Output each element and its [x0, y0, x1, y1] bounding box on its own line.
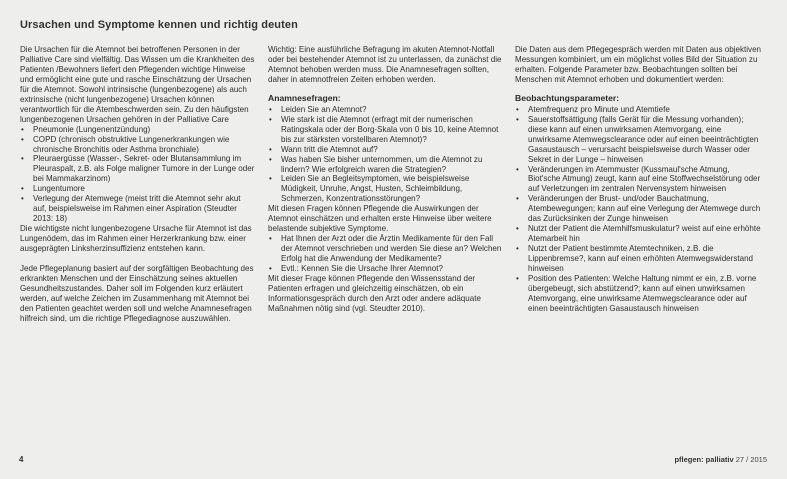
paragraph: Die Daten aus dem Pflegegespräch werden mit Daten aus objektiven Messungen kombiniert, um ein möglichst volles Bild der Situation zu erhalten. Folgende Parameter bzw. Beobachtungen sollten bei Menschen mit Atemnot erhoben und dokumentiert werden: — [515, 45, 762, 84]
list-item: • Wie stark ist die Atemnot (erfragt mit der numerischen Ratingskala oder der Borg-Skala von 0 bis 10, keine Atemnot bis zur stärksten vorstellbaren Atemnot)? — [268, 115, 505, 145]
list-item: • Atemfrequenz pro Minute und Atemtiefe — [515, 105, 763, 115]
paragraph: Mit diesen Fragen können Pflegende die Auswirkungen der Atemnot einschätzen und erhalten erste Hinweise über weitere belastende subjektive Symptome. — [268, 204, 492, 234]
list-item: • Evtl.: Kennen Sie die Ursache Ihrer Atemnot? — [268, 264, 505, 274]
list-item: • Nutzt der Patient die Atemhilfsmuskulatur? weist auf eine erhöhte Atemarbeit hin — [515, 224, 763, 244]
list-item: • Veränderungen der Brust- und/oder Bauchatmung, Atembewegungen; kann auf eine Verlegung der Atemwege durch das Zurücksinken der Zunge hinweisen — [515, 194, 763, 224]
list-item: • Wann tritt die Atemnot auf? — [268, 145, 505, 155]
journal-name: pflegen: palliativ — [674, 455, 734, 464]
paragraph: Die wichtigste nicht lungenbezogene Ursache für Atemnot ist das Lungenödem, das im Rahmen einer Herzerkrankung bzw. einer ausgeprägten Linksherzinsuffizienz entstehen kann. — [20, 224, 252, 254]
parameter-list — [515, 105, 763, 314]
journal-issue: 27 / 2015 — [735, 455, 767, 464]
list-item: • Veränderungen im Atemmuster (Kussmaul'sche Atmung, Biot'sche Atmung) zeugt, kann auf eine Stoffwechselstörung oder auf Verletzungen im zentralen Nervensystem hinweisen — [515, 165, 763, 195]
list-item: • Leiden Sie an Atemnot? — [268, 105, 505, 115]
paragraph: Die Ursachen für die Atemnot bei betroffenen Personen in der Palliative Care sind vielfältig. Das Wissen um die Krankheiten des Patienten /Bewohners liefert den Pflegenden wichtige Hinweise und ermöglicht eine gute und rasche Einschätzung der Ursachen für die Atemnot. Sowohl intrinsische (lungenbezogene) als auch extrinsische (nicht lungenbezogene) Ursachen können verantwortlich für die Atembeschwerden sein. Zu den häufigsten lungenbezogenen Ursachen gehören in der Palliative Care — [20, 45, 255, 124]
question-list-2 — [268, 234, 505, 274]
list-item: • Was haben Sie bisher unternommen, um die Atemnot zu lindern? Wie erfolgreich waren die Strategien? — [268, 155, 505, 175]
paragraph: Mit dieser Frage können Pflegende den Wissensstand der Patienten erfragen und gleichzeitig einschätzen, ob ein Informationsgespräch durch den Arzt oder andere adäquate Maßnahmen nötig sind (vgl. Steudter 2010). — [268, 274, 481, 313]
list-item: • Position des Patienten: Welche Haltung nimmt er ein, z.B. vorne übergebeugt, sich abstützend?; kann auf einen unwirksamen Atemvorgang, eine unwirksame Atemwegsclearance oder auf einen beeinträchtigten Gasaustausch hinweisen — [515, 274, 763, 314]
text-column-2 — [268, 45, 505, 314]
subheading-observation: Beobachtungsparameter: — [515, 92, 620, 103]
text-column-3 — [515, 45, 763, 314]
list-item: • Verlegung der Atemwege (meist tritt die Atemnot sehr akut auf, beispielsweise im Rahmen einer Aspiration (Steudter 2013: 18) — [20, 194, 256, 224]
list-item: • Lungentumore — [20, 184, 256, 194]
paragraph: Wichtig: Eine ausführliche Befragung im akuten Atemnot-Notfall oder bei bestehender Atemnot ist zu unterlassen, da zunächst die Atemnot behoben werden muss. Die Anamnesefragen sollten, daher in atemnotfreien Zeiten erhoben werden. — [268, 45, 502, 84]
cause-list — [20, 125, 256, 225]
text-column-1 — [20, 45, 256, 324]
list-item: • Leiden Sie an Begleitsymptomen, wie beispielsweise Müdigkeit, Unruhe, Angst, Husten, Schleimbildung, Schmerzen, Konzentrationsstörungen? — [268, 174, 505, 204]
list-item: • COPD (chronisch obstruktive Lungenerkrankungen wie chronische Bronchitis oder Asthma bronchiale) — [20, 135, 256, 155]
list-item: • Sauerstoffsättigung (falls Gerät für die Messung vorhanden); diese kann auf einen unwirksamen Atemvorgang, eine unwirksame Atemwegsclearance oder auf einen beeinträchtigten Gasaustausch – verursacht beispielsweise durch Wasser oder Sekret in der Lunge – hinweisen — [515, 115, 763, 165]
list-item: • Pleuraergüsse (Wasser-, Sekret- oder Blutansammlung im Pleuraspalt, z.B. als Folge maligner Tumore in der Lunge oder bei Mammakarzinom) — [20, 154, 256, 184]
section-title: Ursachen und Symptome kennen und richtig deuten — [20, 19, 298, 31]
question-list — [268, 105, 505, 205]
page-number: 4 — [19, 455, 24, 464]
subheading-anamnesis: Anamnesefragen: — [268, 92, 341, 103]
journal-footer — [674, 455, 767, 464]
paragraph: Jede Pflegeplanung basiert auf der sorgfältigen Beobachtung des erkrankten Menschen und der Einschätzung seines aktuellen Gesundheitszustandes. Daher soll im Folgenden kurz erläutert werden, auf welche Zeichen im Zusammenhang mit Atemnot bei den Patienten geachtet werden soll und welche Anamnesefragen hilfreich sind, um die richtige Pflegediagnose auszuwählen. — [20, 264, 254, 323]
list-item: • Pneumonie (Lungenentzündung) — [20, 125, 256, 135]
list-item: • Nutzt der Patient bestimmte Atemtechniken, z.B. die Lippenbremse?, kann auf einen erhöhten Atemwegswiderstand hinweisen — [515, 244, 763, 274]
list-item: • Hat Ihnen der Arzt oder die Ärztin Medikamente für den Fall der Atemnot verschrieben und werden Sie diese an? Welchen Erfolg hat die Anwendung der Medikamente? — [268, 234, 505, 264]
